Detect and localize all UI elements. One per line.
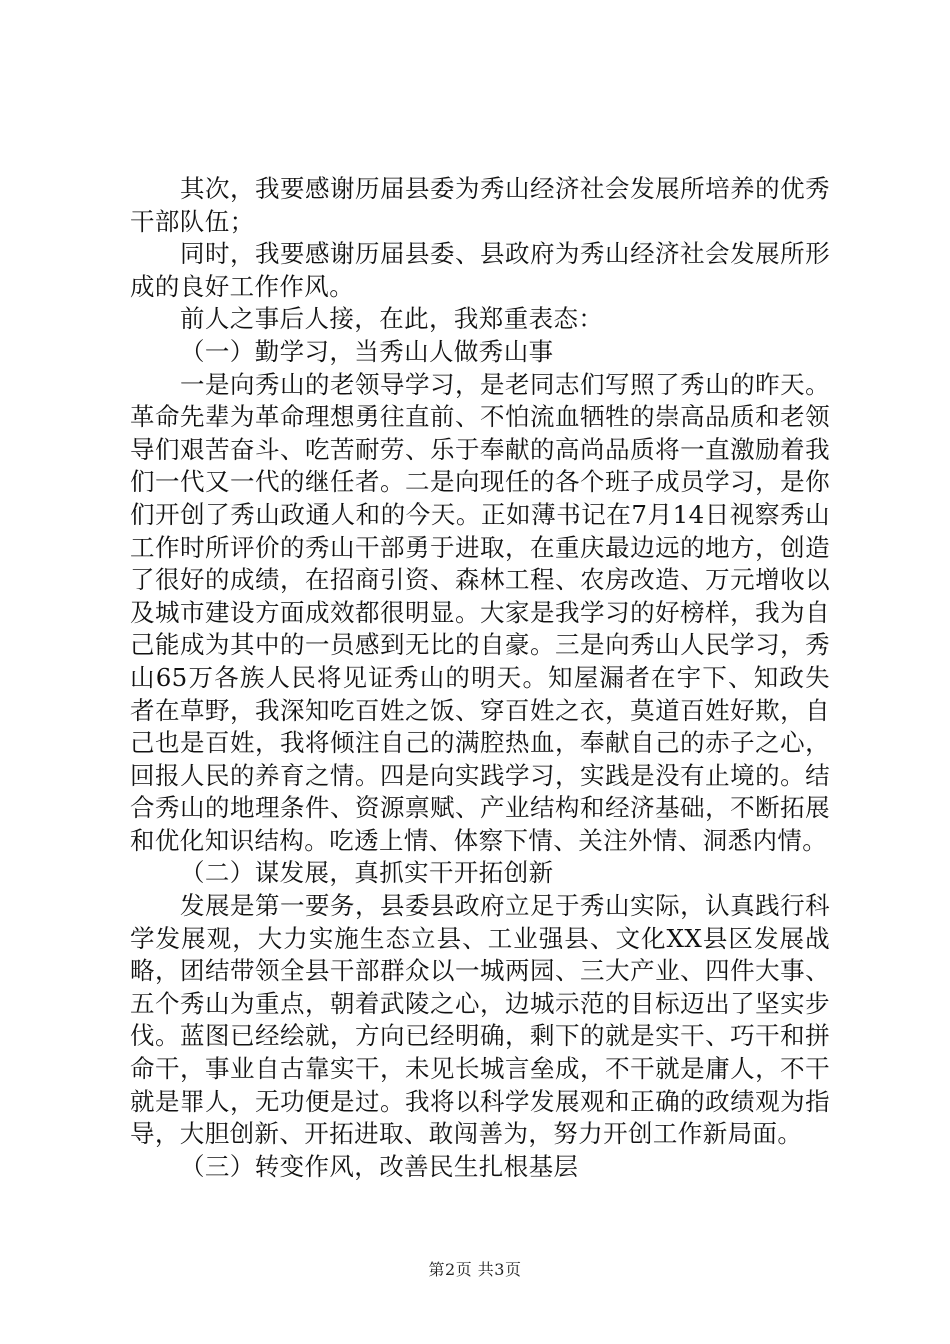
section-heading-1: （一）勤学习，当秀山人做秀山事 <box>180 336 554 366</box>
page-footer: 第2页 共3页 <box>428 1260 522 1279</box>
paragraph-section-2-body: 发展是第一要务，县委县政府立足于秀山实际，认真践行科学发展观，大力实施生态立县、工业强县、文化XX县区发展战略，团结带领全县干部群众以一城两园、三大产业、四件大事、五个秀山为重点，朝着武陵之心，边城示范的目标迈出了坚实步伐。蓝图已经绘就，方向已经明确，剩下的就是实干、巧干和拼命干，事业自古靠实干，未见长城言垒成，不干就是庸人，不干就是罪人，无功便是过。我将以科学发展观和正确的政绩观为指导，大胆创新、开拓进取、敢闯善为，努力开创工作新局面。 <box>130 891 830 1149</box>
section-heading-3: （三）转变作风，改善民生扎根基层 <box>180 1151 579 1181</box>
paragraph-thanks-cadres: 其次，我要感谢历届县委为秀山经济社会发展所培养的优秀干部队伍； <box>130 174 830 236</box>
section-heading-2: （二）谋发展，真抓实干开拓创新 <box>180 858 554 888</box>
paragraph-pledge-intro: 前人之事后人接，在此，我郑重表态： <box>180 304 604 334</box>
paragraph-thanks-workstyle: 同时，我要感谢历届县委、县政府为秀山经济社会发展所形成的良好工作作风。 <box>130 239 830 301</box>
document-body <box>130 173 830 1183</box>
paragraph-section-1-body: 一是向秀山的老领导学习，是老同志们写照了秀山的昨天。革命先辈为革命理想勇往直前、不怕流血牺牲的崇高品质和老领导们艰苦奋斗、吃苦耐劳、乐于奉献的高尚品质将一直激励着我们一代又一代的继任者。二是向现任的各个班子成员学习，是你们开创了秀山政通人和的今天。正如薄书记在7月14日视察秀山工作时所评价的秀山干部勇于进取，在重庆最边远的地方，创造了很好的成绩，在招商引资、森林工程、农房改造、万元增收以及城市建设方面成效都很明显。大家是我学习的好榜样，我为自己能成为其中的一员感到无比的自豪。三是向秀山人民学习，秀山65万各族人民将见证秀山的明天。知屋漏者在宇下、知政失者在草野，我深知吃百姓之饭、穿百姓之衣，莫道百姓好欺，自己也是百姓，我将倾注自己的满腔热血，奉献自己的赤子之心，回报人民的养育之情。四是向实践学习，实践是没有止境的。结合秀山的地理条件、资源禀赋、产业结构和经济基础，不断拓展和优化知识结构。吃透上情、体察下情、关注外情、洞悉内情。 <box>130 369 830 855</box>
